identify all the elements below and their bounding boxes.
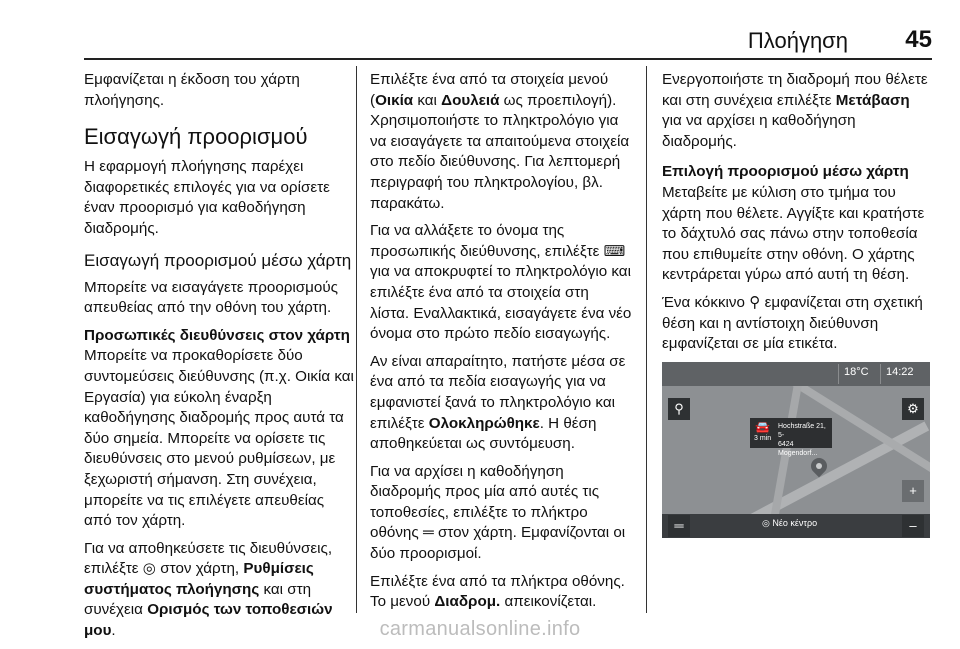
- heading-personal-addresses: Προσωπικές διευθύνσεις στον χάρτη: [84, 326, 350, 344]
- text: στον χάρτη. Εμφανίζονται οι δύο προορισμοί.: [370, 524, 626, 563]
- map-screenshot: [662, 362, 930, 538]
- paragraph: Μπορείτε να προκαθορίσετε δύο συντομεύσεις διεύθυνσης (π.χ. Οικία και Εργασία) για εύκολη έναρξη καθοδήγησης διαδρομής προς αυτά τα δύο σημεία. Μπορείτε να ορίσετε τις διευθύνσεις στο μενού ρυθμίσεων, με ξεχωριστή σήμανση. Στη συνέχεια, μπορείτε να τις επιλέγετε απευθείας από τον χάρτη.: [84, 347, 354, 530]
- text: και: [417, 91, 437, 109]
- address-line: 6424 Mogendorf...: [778, 441, 818, 457]
- text: για να αρχίσει η καθοδήγηση διαδρομής.: [662, 112, 856, 150]
- text: Επιλέξτε ένα από τα στοιχεία μενού (: [370, 71, 609, 109]
- destination-card[interactable]: [750, 418, 832, 457]
- travel-time: 3 min: [754, 435, 772, 442]
- temperature: 18°C: [844, 366, 869, 378]
- paragraph: [370, 221, 632, 345]
- new-center-label: Νέο κέντρο: [772, 518, 818, 528]
- watermark: carmanualsonline.info: [379, 618, 581, 640]
- menu-term: Μετάβαση: [835, 91, 910, 109]
- settings-button[interactable]: [902, 398, 924, 420]
- paragraph: Μπορείτε να εισαγάγετε προορισμούς απευθείας από την οθόνη του χάρτη.: [84, 278, 338, 317]
- text: απεικονίζεται.: [504, 593, 597, 611]
- pin-icon: ⚲: [749, 293, 761, 311]
- text: .: [111, 622, 116, 640]
- header-rule: [84, 58, 932, 60]
- page-header: [0, 0, 960, 58]
- target-icon: ◎: [762, 518, 770, 528]
- menu-icon: ═: [674, 518, 684, 533]
- paragraph: [370, 462, 632, 565]
- equals-icon: ═: [422, 524, 434, 542]
- text: Ένα κόκκινο: [662, 293, 745, 311]
- search-button[interactable]: [668, 398, 690, 420]
- heading-map-destination: Εισαγωγή προορισμού μέσω χάρτη: [84, 250, 352, 270]
- text: . Η θέση αποθηκεύεται ως συντόμευση.: [370, 414, 597, 453]
- heading-select-on-map: Επιλογή προορισμού μέσω χάρτη: [662, 163, 909, 181]
- text: Ενεργοποιήστε τη διαδρομή που θέλετε και στη συνέχεια επιλέξτε: [662, 71, 928, 109]
- text: Για να αρχίσει η καθοδήγηση διαδρομής προς μία από αυτές τις τοποθεσίες, επιλέξτε το πλήκτρο οθόνης: [370, 462, 600, 542]
- menu-term: Οικία: [375, 91, 414, 109]
- heading-destination-entry: Εισαγωγή προορισμού: [84, 124, 308, 150]
- column-divider: [356, 66, 357, 613]
- text: Επιλέξτε ένα από τα πλήκτρα οθόνης. Το μενού: [370, 572, 625, 611]
- zoom-in-button[interactable]: +: [902, 480, 924, 502]
- paragraph: [370, 572, 632, 613]
- zoom-out-button[interactable]: –: [902, 515, 924, 537]
- column-divider: [646, 66, 647, 613]
- text: Αν είναι απαραίτητο, πατήστε μέσα σε ένα από τα πεδία εισαγωγής για να εμφανιστεί ξανά το πληκτρολόγιο και επιλέξτε: [370, 352, 626, 432]
- menu-term: Διαδρομ.: [434, 593, 501, 611]
- address-label: [778, 422, 832, 458]
- text: στον χάρτη,: [160, 560, 240, 578]
- clock: 14:22: [886, 366, 914, 378]
- status-separator: [880, 364, 881, 384]
- status-separator: [838, 364, 839, 384]
- car-icon: 🚘: [755, 420, 770, 434]
- new-center-button[interactable]: [762, 518, 817, 529]
- keyboard-hide-icon: ⌨: [603, 242, 626, 260]
- map-status-bar: [662, 362, 930, 386]
- text: Για να αποθηκεύσετε τις διευθύνσεις, επιλέξτε: [84, 539, 333, 578]
- paragraph: [370, 352, 632, 455]
- gear-icon: ⚙: [907, 401, 919, 416]
- menu-term: Ορισμός των τοποθεσιών μου: [84, 601, 333, 640]
- column-3: [662, 70, 930, 362]
- target-icon: ◎: [142, 560, 157, 578]
- page-number: 45: [905, 26, 932, 53]
- menu-button[interactable]: [668, 515, 690, 537]
- column-1: [84, 70, 354, 649]
- menu-term: Ρυθμίσεις συστήματος πλοήγησης: [84, 560, 314, 598]
- paragraph: [662, 293, 930, 355]
- text: για να αποκρυφτεί το πληκτρολόγιο και επιλέξτε ένα από τα στοιχεία στη λίστα. Εναλλακτικά, εισαγάγετε ένα νέο όνομα στο πρώτο πεδίο εισαγωγής.: [370, 263, 632, 343]
- paragraph: Μεταβείτε με κύλιση στο τμήμα του χάρτη που θέλετε. Αγγίξτε και κρατήστε το δάχτυλό σας πάνω στην τοποθεσία που επιθυμείτε στην οθόνη. Ο χάρτης κεντράρεται γύρω από αυτή τη θέση.: [662, 183, 925, 284]
- address-line: Hochstraße 21, 5-: [778, 423, 826, 439]
- text: ως προεπιλογή). Χρησιμοποιήστε το πληκτρολόγιο για να εισαγάγετε τα απαιτούμενα στοιχεία στο πεδίο διεύθυνσης. Για λεπτομερή περιγραφή του πληκτρολογίου, βλ. παρακάτω.: [370, 91, 630, 212]
- paragraph: Η εφαρμογή πλοήγησης παρέχει διαφορετικές επιλογές για να ορίσετε έναν προορισμό για καθοδήγηση διαδρομής.: [84, 158, 330, 237]
- section-title: Πλοήγηση: [747, 28, 848, 53]
- paragraph: [662, 70, 930, 152]
- search-icon: ⚲: [674, 401, 684, 416]
- column-2: [370, 70, 632, 620]
- paragraph: [370, 70, 632, 214]
- menu-term: Δουλειά: [441, 91, 500, 109]
- text: εμφανίζεται στη σχετική θέση και η αντίστοιχη διεύθυνση εμφανίζεται σε μία ετικέτα.: [662, 293, 923, 353]
- menu-term: Ολοκληρώθηκε: [428, 414, 540, 432]
- paragraph: Εμφανίζεται η έκδοση του χάρτη πλοήγησης.: [84, 71, 300, 109]
- text: Για να αλλάξετε το όνομα της προσωπικής διεύθυνσης, επιλέξτε: [370, 222, 600, 260]
- text: και στη συνέχεια: [84, 580, 312, 619]
